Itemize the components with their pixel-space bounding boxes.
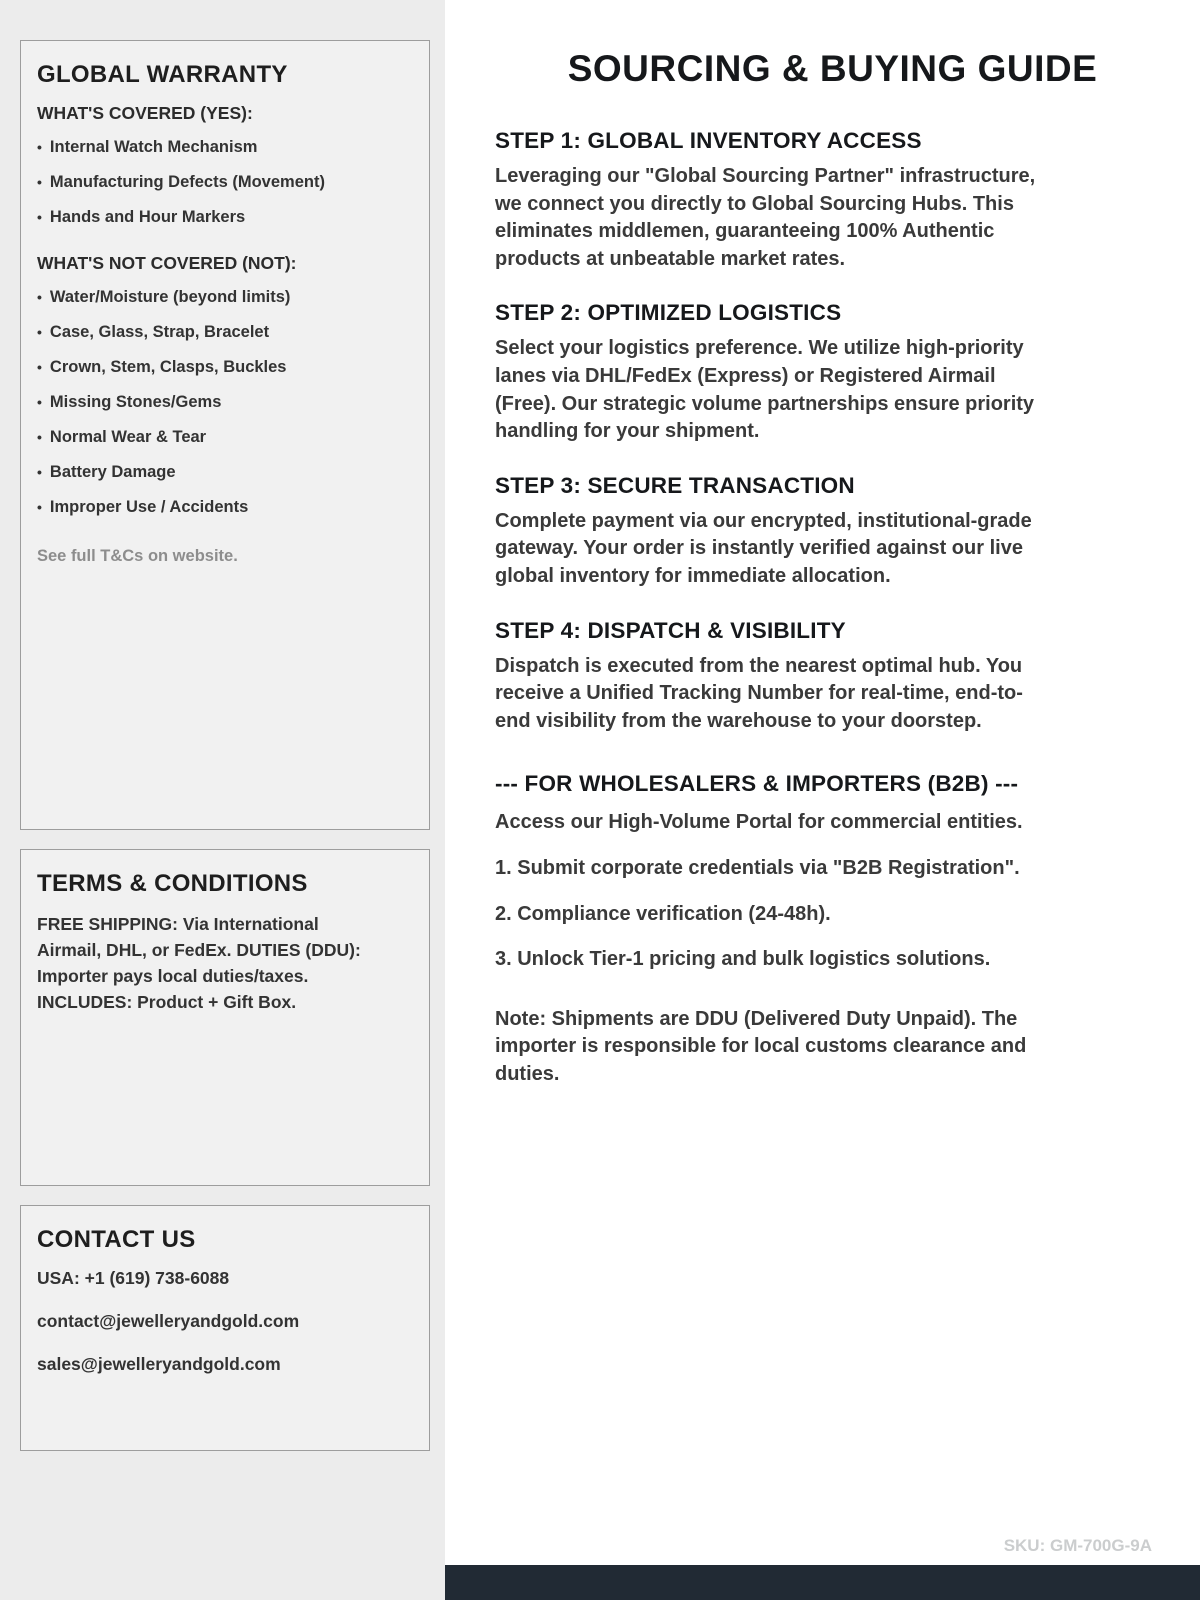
step-4-body: Dispatch is executed from the nearest optimal hub. You receive a Unified Tracking Number for real-time, end-to-end visibility from the warehouse to your doorstep. — [495, 654, 1023, 732]
b2b-intro: Access our High-Volume Portal for commercial entities. — [495, 811, 1023, 834]
contact-box — [20, 1205, 430, 1451]
not-covered-item: • Missing Stones/Gems — [37, 393, 411, 412]
not-covered-item: • Water/Moisture (beyond limits) — [37, 288, 411, 307]
bottom-bar — [445, 1565, 1200, 1600]
covered-title: WHAT'S COVERED (YES): — [37, 103, 253, 123]
step-4-section — [495, 618, 1043, 736]
terms-title: TERMS & CONDITIONS — [37, 870, 308, 897]
covered-item: • Internal Watch Mechanism — [37, 138, 411, 157]
step-2-body: Select your logistics preference. We utilize high-priority lanes via DHL/FedEx (Express) or Registered Airmail (Free). Our strategic volume partnerships ensure priority handling for your shipment. — [495, 337, 1035, 443]
contact-title: CONTACT US — [37, 1226, 196, 1253]
terms-body: FREE SHIPPING: Via International Airmail, DHL, or FedEx. DUTIES (DDU): Importer pays local duties/taxes. INCLUDES: Product + Gift Box. — [37, 914, 361, 1012]
b2b-heading: --- FOR WHOLESALERS & IMPORTERS (B2B) --- — [495, 771, 1019, 797]
not-covered-item: • Crown, Stem, Clasps, Buckles — [37, 358, 411, 377]
contact-sales-email: sales@jewelleryandgold.com — [37, 1354, 281, 1374]
step-3-section — [495, 473, 1043, 591]
step-4-heading: STEP 4: DISPATCH & VISIBILITY — [495, 617, 846, 643]
step-3-body: Complete payment via our encrypted, institutional-grade gateway. Your order is instantly verified against our live global inventory for immediate allocation. — [495, 509, 1032, 587]
covered-list — [37, 138, 411, 227]
not-covered-item: • Case, Glass, Strap, Bracelet — [37, 323, 411, 342]
sidebar — [0, 0, 445, 1600]
b2b-note: Note: Shipments are DDU (Delivered Duty Unpaid). The importer is responsible for local customs clearance and duties. — [495, 1007, 1027, 1085]
warranty-footnote: See full T&Cs on website. — [37, 546, 238, 565]
b2b-step-1: 1. Submit corporate credentials via "B2B Registration". — [495, 856, 1020, 879]
covered-item: • Hands and Hour Markers — [37, 208, 411, 227]
not-covered-item: • Improper Use / Accidents — [37, 498, 411, 517]
global-warranty-box — [20, 40, 430, 830]
step-1-heading: STEP 1: GLOBAL INVENTORY ACCESS — [495, 128, 922, 153]
not-covered-item: • Normal Wear & Tear — [37, 428, 411, 447]
sku-label: SKU: GM-700G-9A — [1003, 1536, 1152, 1555]
covered-item: • Manufacturing Defects (Movement) — [37, 173, 411, 192]
b2b-step-3: 3. Unlock Tier-1 pricing and bulk logistics solutions. — [495, 948, 991, 971]
contact-email: contact@jewelleryandgold.com — [37, 1311, 300, 1331]
step-2-section — [495, 300, 1043, 445]
page-title: SOURCING & BUYING GUIDE — [567, 48, 1098, 89]
contact-phone: USA: +1 (619) 738-6088 — [37, 1268, 230, 1288]
not-covered-item: • Battery Damage — [37, 463, 411, 482]
not-covered-title: WHAT'S NOT COVERED (NOT): — [37, 252, 297, 273]
step-3-heading: STEP 3: SECURE TRANSACTION — [495, 472, 855, 498]
b2b-section — [495, 771, 1105, 1088]
b2b-step-2: 2. Compliance verification (24-48h). — [495, 902, 831, 925]
step-2-heading: STEP 2: OPTIMIZED LOGISTICS — [495, 300, 842, 326]
warranty-title: GLOBAL WARRANTY — [37, 61, 288, 88]
sourcing-guide — [445, 0, 1200, 1600]
not-covered-list — [37, 288, 411, 517]
step-1-section — [495, 128, 1043, 273]
terms-box — [20, 849, 430, 1186]
step-1-body: Leveraging our "Global Sourcing Partner" infrastructure, we connect you directly to Global Sourcing Hubs. This eliminates middlemen, guaranteeing 100% Authentic products at unbeatable market rates. — [495, 165, 1036, 270]
